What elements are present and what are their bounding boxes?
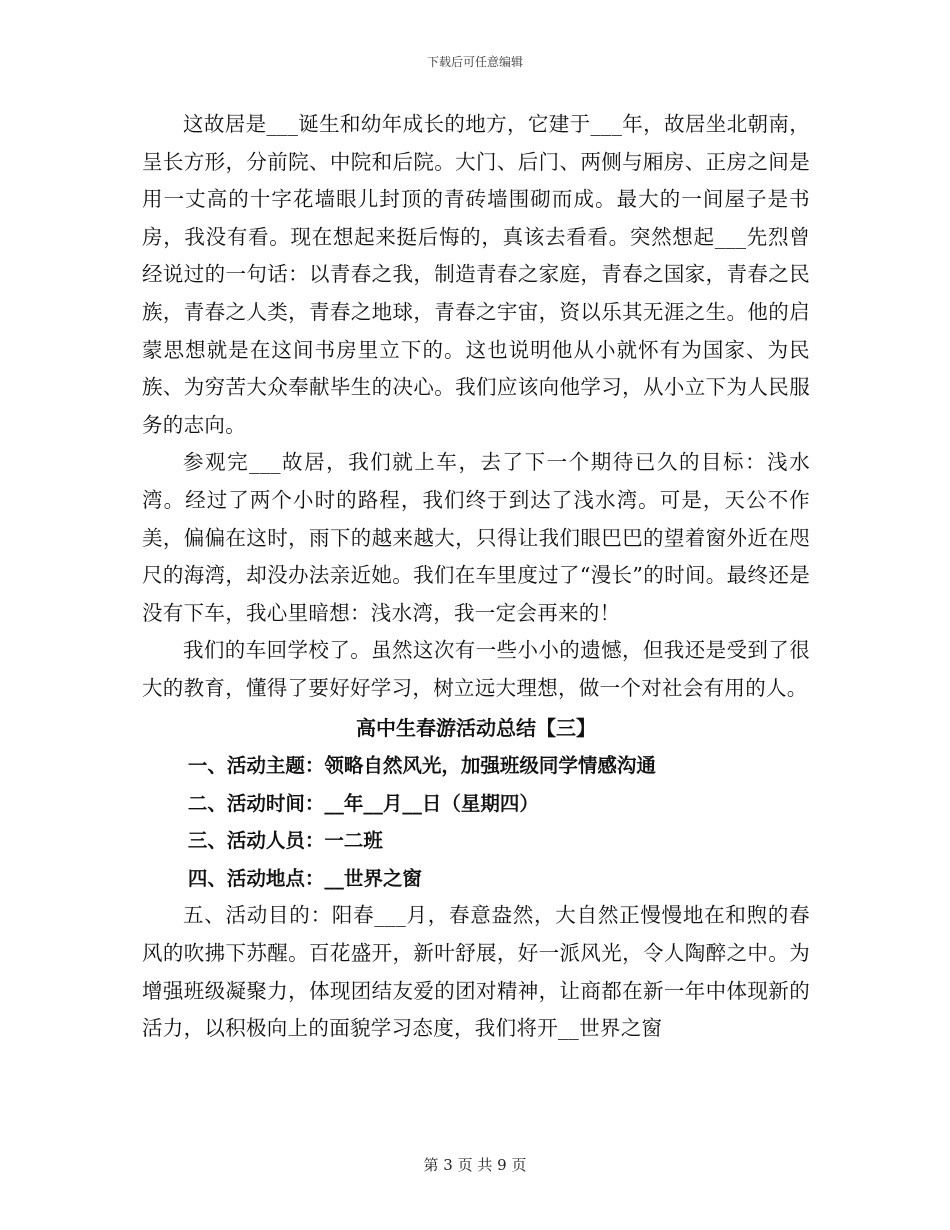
paragraph-return-school: 我们的车回学校了。虽然这次有一些小小的遗憾，但我还是受到了很大的教育，懂得了要好好学习，树立远大理想，做一个对社会有用的人。	[142, 638, 810, 700]
document-body	[142, 106, 810, 1048]
activity-theme: 一、活动主题：领略自然风光，加强班级同学情感沟通	[187, 754, 656, 778]
paragraph-former-residence: 这故居是___诞生和幼年成长的地方，它建于___年，故居坐北朝南，呈长方形，分前院、中院和后院。大门、后门、两侧与厢房、正房之间是用一丈高的十字花墙眼儿封顶的青砖墙围砌而成。最大的一间屋子是书房，我没有看。现在想起来挺后悔的，真该去看看。突然想起___先烈曾经说过的一句话：以青春之我，制造青春之家庭，青春之国家，青春之民族，青春之人类，青春之地球，青春之宇宙，资以乐其无涯之生。他的启蒙思想就是在这间书房里立下的。这也说明他从小就怀有为国家、为民族、为穷苦大众奉献毕生的决心。我们应该向他学习，从小立下为人民服务的志向。	[142, 112, 810, 437]
activity-people: 三、活动人员：一二班	[187, 829, 383, 853]
section-title: 高中生春游活动总结【三】	[356, 715, 596, 740]
activity-location: 四、活动地点：__世界之窗	[187, 866, 422, 890]
paragraph-activity-purpose: 五、活动目的：阳春___月，春意盎然，大自然正慢慢地在和煦的春风的吹拂下苏醒。百花盛开，新叶舒展，好一派风光，令人陶醉之中。为增强班级凝聚力，体现团结友爱的团对精神，让商都在新一年中体现新的活力，以积极向上的面貌学习态度，我们将开__世界之窗	[142, 903, 810, 1041]
activity-time: 二、活动时间：__年__月__日（星期四）	[187, 791, 539, 815]
paragraph-repulse-bay: 参观完___故居，我们就上车，去了下一个期待已久的目标：浅水湾。经过了两个小时的路程，我们终于到达了浅水湾。可是，天公不作美，偏偏在这时，雨下的越来越大，只得让我们眼巴巴的望着窗外近在咫尺的海湾，却没办法亲近她。我们在车里度过了“漫长”的时间。最终还是没有下车，我心里暗想：浅水湾，我一定会再来的！	[142, 450, 810, 625]
page-number: 第 3 页 共 9 页	[423, 1156, 527, 1174]
header-note: 下载后可任意编辑	[426, 55, 523, 69]
